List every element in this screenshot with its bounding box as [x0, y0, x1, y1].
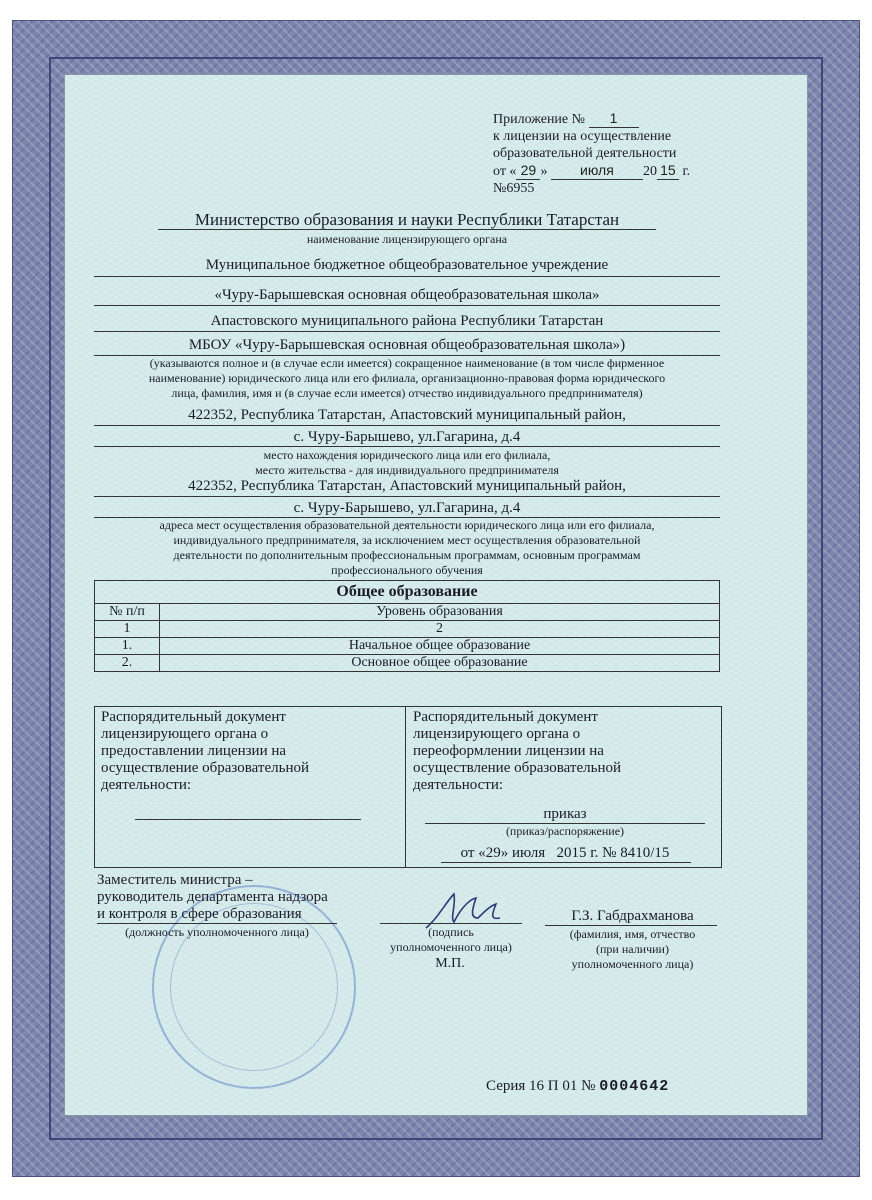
appendix-date-from: от «	[493, 164, 517, 179]
serial-block	[486, 1078, 736, 1095]
appendix-number: 1	[589, 110, 639, 128]
doc-left-line-2: лицензирующего органа о	[101, 726, 269, 742]
appendix-header	[493, 110, 723, 197]
row-number: 1.	[95, 638, 160, 655]
document-reissue	[413, 709, 713, 794]
signature-caption-line-1: (подпись	[428, 925, 474, 939]
appendix-date-mid: »	[540, 164, 548, 179]
table-row	[95, 638, 720, 655]
location-underline-1	[94, 425, 720, 426]
doc-right-line-1: Распорядительный документ	[413, 709, 598, 725]
location-caption	[94, 448, 720, 478]
position-line-3: и контроля в сфере образования	[97, 906, 302, 922]
appendix-day: 29	[516, 162, 540, 180]
position-line-2: руководитель департамента надзора	[97, 889, 328, 905]
serial-number: 0004642	[599, 1078, 670, 1095]
serial-label: Серия	[486, 1078, 526, 1094]
education-table-index-row	[95, 621, 720, 638]
doc-type: приказ	[543, 806, 587, 822]
serial-no-label: №	[581, 1078, 596, 1094]
activity-address-line-1: 422352, Республика Татарстан, Апастовский муниципальный район,	[188, 478, 626, 494]
org-caption-line-3: лица, фамилия, имя и (в случае если имеется) отчество индивидуального предпринимателя)	[171, 386, 643, 400]
org-line-1: Муниципальное бюджетное общеобразовательное учреждение	[205, 257, 609, 273]
activity-caption-line-3: деятельности по дополнительным профессиональным программам, основным программам	[173, 548, 641, 562]
appendix-month: июля	[551, 162, 643, 180]
documents-divider	[405, 707, 406, 867]
appendix-line1: к лицензии на осуществление	[493, 129, 672, 144]
org-line-3: Апастовского муниципального района Республики Татарстан	[210, 313, 604, 329]
org-caption	[94, 356, 720, 401]
activity-caption-line-2: индивидуального предпринимателя, за исключением мест осуществления образовательной	[173, 533, 641, 547]
org-underline-3	[94, 331, 720, 332]
location-line-1: 422352, Республика Татарстан, Апастовский муниципальный район,	[188, 407, 626, 423]
row-level: Начальное общее образование	[160, 638, 720, 655]
appendix-year-prefix: 20	[642, 164, 657, 179]
activity-caption	[94, 518, 720, 578]
table-row	[95, 655, 720, 672]
documents-block	[94, 706, 722, 868]
doc-left-line-4: осуществление образовательной	[101, 760, 309, 776]
name-caption-line-2: (при наличии)	[596, 942, 669, 956]
org-caption-line-1: (указываются полное и (в случае если имеется) сокращенное наименование (в том числе фирменное	[149, 356, 665, 370]
header-level: Уровень образования	[160, 604, 720, 621]
doc-left-line-3: предоставлении лицензии на	[101, 743, 287, 759]
activity-caption-line-1: адреса мест осуществления образовательной деятельности юридического лица или его филиала,	[159, 518, 655, 532]
org-underline-2	[94, 305, 720, 306]
authority-name: Министерство образования и науки Республики Татарстан	[194, 210, 620, 229]
doc-right-line-2: лицензирующего органа о	[413, 726, 581, 742]
position-line-1: Заместитель министра –	[97, 872, 253, 888]
seal-place: М.П.	[435, 956, 465, 971]
name-caption-line-3: уполномоченного лица)	[571, 957, 694, 971]
serial-series: 16 П 01	[529, 1078, 578, 1094]
activity-caption-line-4: профессионального обучения	[331, 563, 483, 577]
org-line-2: «Чуру-Барышевская основная общеобразовательная школа»	[214, 287, 600, 303]
authority-caption: наименование лицензирующего органа	[306, 232, 508, 246]
appendix-line2: образовательной деятельности	[493, 146, 677, 161]
appendix-year-end: г.	[682, 164, 691, 179]
name-caption-line-1: (фамилия, имя, отчество	[569, 927, 696, 941]
position-underline	[97, 923, 337, 924]
doc-right-line-3: переоформлении лицензии на	[413, 743, 604, 759]
signature-caption-line-2: уполномоченного лица)	[390, 940, 512, 954]
doc-left-line-1: Распорядительный документ	[101, 709, 286, 725]
license-number: №6955	[493, 181, 535, 196]
doc-date: от «29» июля 2015 г. № 8410/15	[460, 845, 670, 861]
signatory-position	[97, 872, 377, 923]
education-table	[94, 580, 720, 672]
activity-underline-1	[94, 496, 720, 497]
org-line-4: МБОУ «Чуру-Барышевская основная общеобразовательная школа»)	[188, 337, 626, 353]
doc-left-blank-line	[135, 819, 361, 820]
doc-type-caption: (приказ/распоряжение)	[505, 824, 625, 838]
appendix-label: Приложение №	[493, 112, 585, 127]
signature-caption	[370, 925, 532, 955]
row-number: 2.	[95, 655, 160, 672]
org-caption-line-2: наименование) юридического лица или его филиала, организационно-правовая форма юридического	[148, 371, 666, 385]
location-line-2: с. Чуру-Барышево, ул.Гагарина, д.4	[293, 429, 521, 445]
location-caption-line-1: место нахождения юридического лица или его филиала,	[263, 448, 551, 462]
location-underline-2	[94, 446, 720, 447]
index-cell-1: 1	[95, 621, 160, 638]
signature-underline	[380, 923, 522, 924]
doc-date-underline	[441, 862, 691, 863]
location-caption-line-2: место жительства - для индивидуального предпринимателя	[255, 463, 559, 477]
header-number: № п/п	[95, 604, 160, 621]
appendix-year-suffix: 15	[657, 162, 679, 180]
document-grant	[101, 709, 401, 794]
position-caption: (должность уполномоченного лица)	[125, 925, 309, 939]
signatory-name: Г.З. Габдрахманова	[571, 908, 694, 924]
education-table-header-row	[95, 604, 720, 621]
row-level: Основное общее образование	[160, 655, 720, 672]
doc-right-line-4: осуществление образовательной	[413, 760, 621, 776]
activity-address-line-2: с. Чуру-Барышево, ул.Гагарина, д.4	[293, 500, 521, 516]
education-table-title: Общее образование	[95, 581, 720, 604]
education-table-title-row	[95, 581, 720, 604]
org-underline-1	[94, 276, 720, 277]
authority-underline	[158, 229, 656, 230]
index-cell-2: 2	[160, 621, 720, 638]
name-caption	[545, 927, 720, 972]
doc-right-line-5: деятельности:	[413, 777, 504, 793]
doc-left-line-5: деятельности:	[101, 777, 192, 793]
name-underline	[545, 925, 717, 926]
